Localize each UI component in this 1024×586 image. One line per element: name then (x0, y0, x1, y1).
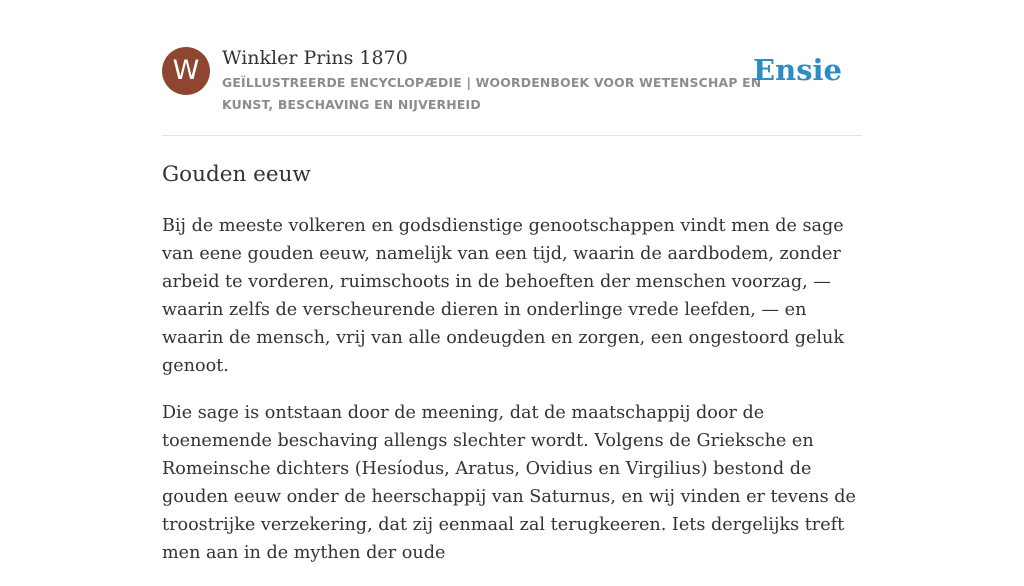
ensie-logo[interactable]: Ensie (753, 53, 842, 87)
entry-body (162, 212, 862, 567)
source-header (162, 44, 862, 136)
entry-title: Gouden eeuw (162, 162, 311, 187)
source-title[interactable]: Winkler Prins 1870 (222, 47, 408, 69)
entry-paragraph: Bij de meeste volkeren en godsdienstige genootschappen vindt men de sage van eene gouden eeuw, namelijk van een tijd, waarin de aardbodem, zonder arbeid te vorderen, ruimschoots in de behoeften der menschen voorzag, — waarin zelfs de verscheurende dieren in onderlinge vrede leefden, — en waarin de mensch, vrij van alle ondeugden en zorgen, een ongestoord geluk genoot. (162, 216, 844, 376)
source-info (222, 44, 762, 116)
source-avatar[interactable]: W (162, 47, 210, 95)
article-container (162, 44, 862, 586)
entry-paragraph: Die sage is ontstaan door de meening, dat de maatschappij door de toenemende beschaving allengs slechter wordt. Volgens de Grieksche en Romeinsche dichters (Hesíodus, Aratus, Ovidius en Virgilius) bestond de gouden eeuw onder de heerschappij van Saturnus, en wij vinden er tevens de troostrijke verzekering, dat zij eenmaal zal terugkeeren. Iets dergelijks treft men aan in de mythen der oude (162, 403, 856, 563)
source-subtitle: GEÏLLUSTREERDE ENCYCLOPÆDIE | WOORDENBOEK VOOR WETENSCHAP EN KUNST, BESCHAVING EN NIJVERHEID (222, 75, 762, 112)
